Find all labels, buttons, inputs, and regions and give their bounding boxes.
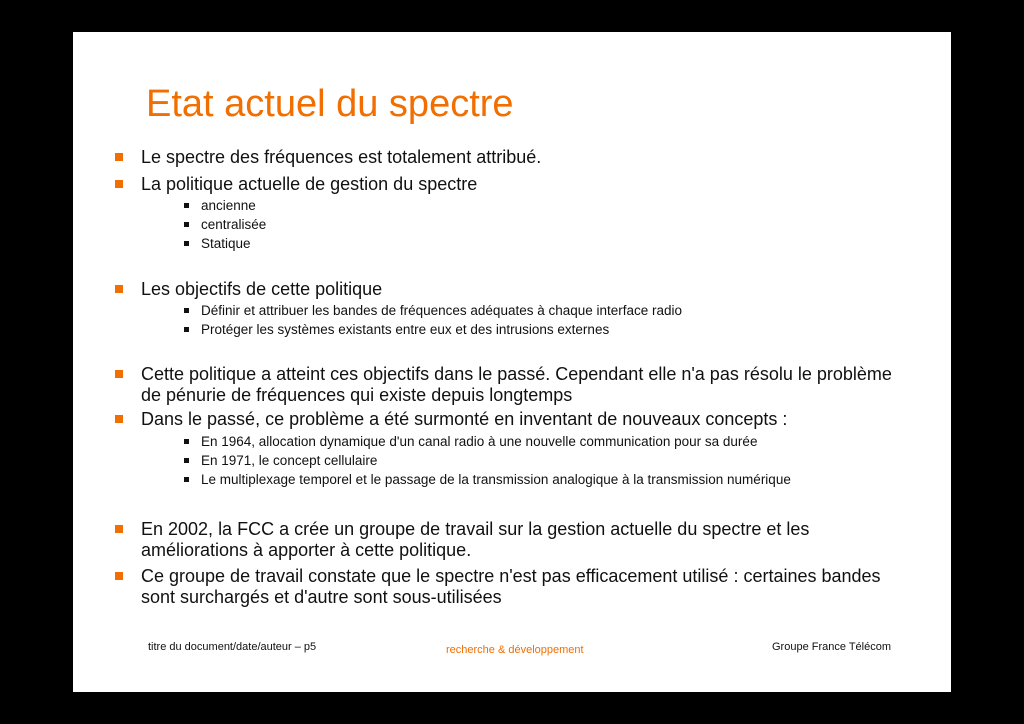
footer-document-info: titre du document/date/auteur – p5	[148, 641, 317, 653]
bullet-item: Ce groupe de travail constate que le spectre n'est pas efficacement utilisé : certaines bandes sont surchargés et d'autre sont sous-utilisées	[141, 566, 911, 608]
bullet-list	[73, 32, 951, 632]
sub-bullet-item: Statique	[201, 236, 901, 252]
footer-department: recherche & développement	[446, 644, 584, 656]
bullet-item: Cette politique a atteint ces objectifs dans le passé. Cependant elle n'a pas résolu le problème de pénurie de fréquences qui existe depuis longtemps	[141, 364, 911, 406]
sub-bullet-item: En 1964, allocation dynamique d'un canal radio à une nouvelle communication pour sa durée	[201, 434, 901, 450]
sub-bullet-item: centralisée	[201, 217, 901, 233]
bullet-item: La politique actuelle de gestion du spectre	[141, 174, 911, 195]
bullet-item: En 2002, la FCC a crée un groupe de travail sur la gestion actuelle du spectre et les améliorations à apporter à cette politique.	[141, 519, 911, 561]
sub-bullet-item: Définir et attribuer les bandes de fréquences adéquates à chaque interface radio	[201, 303, 901, 319]
sub-bullet-item: En 1971, le concept cellulaire	[201, 453, 901, 469]
sub-bullet-item: Le multiplexage temporel et le passage de la transmission analogique à la transmission numérique	[201, 472, 901, 488]
bullet-item: Le spectre des fréquences est totalement attribué.	[141, 147, 911, 168]
slide	[73, 32, 951, 692]
bullet-item: Les objectifs de cette politique	[141, 279, 911, 300]
bullet-item: Dans le passé, ce problème a été surmonté en inventant de nouveaux concepts :	[141, 409, 911, 430]
sub-bullet-item: Protéger les systèmes existants entre eux et des intrusions externes	[201, 322, 901, 338]
slide-title: Etat actuel du spectre	[146, 83, 514, 125]
footer-company: Groupe France Télécom	[772, 641, 892, 653]
sub-bullet-item: ancienne	[201, 198, 901, 214]
